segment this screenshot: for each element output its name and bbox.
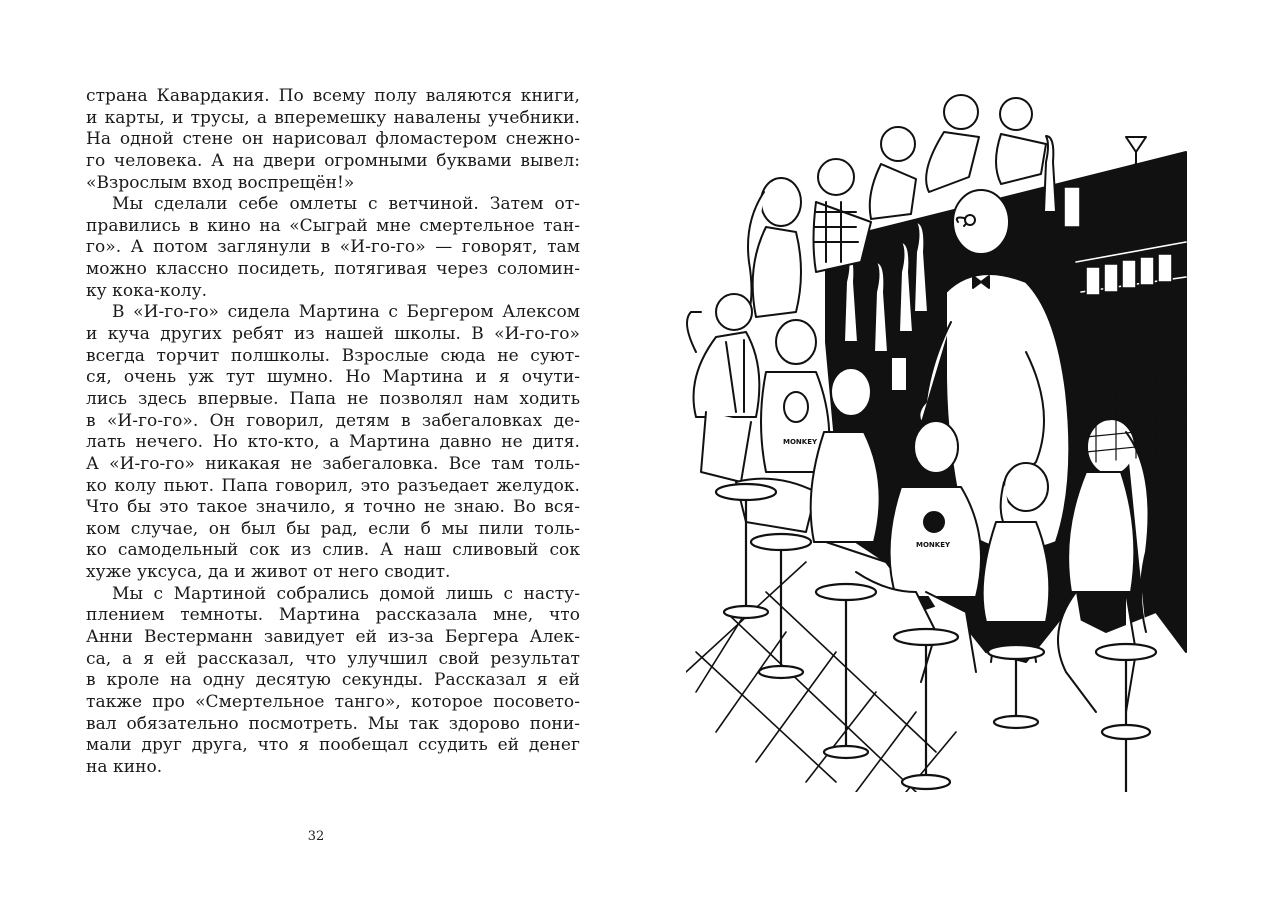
text-line: всегда торчит полшколы. Взрослые сюда не суют-	[86, 345, 580, 366]
text-line: лать нечего. Но кто-кто, а Мартина давно не дитя.	[86, 432, 580, 453]
illustration-cafe-bar	[686, 92, 1192, 792]
shirt-text-right: MONKEY	[916, 541, 951, 549]
text-line: можно классно посидеть, потягивая через соломин-	[86, 259, 580, 280]
text-line: мали друг друга, что я пообещал ссудить ей денег	[86, 735, 580, 756]
text-line: также про «Смертельное танго», которое посовето-	[86, 691, 580, 712]
text-line: в кроле на одну десятую секунды. Рассказал я ей	[86, 670, 580, 691]
text-line: вал обязательно посмотреть. Мы так здорово пони-	[86, 713, 580, 734]
boy-suspenders	[687, 294, 759, 482]
text-line: го человека. А на двери огромными буквами вывел:	[86, 150, 580, 171]
text-line: в «И-го-го». Он говорил, детям в забегаловках де-	[86, 410, 580, 431]
text-line: Что бы это такое значило, я точно не знаю. Во вся-	[86, 497, 580, 518]
text-line: ко колу пьют. Папа говорил, это разъедает желудок.	[86, 475, 580, 496]
text-line: страна Кавардакия. По всему полу валяются книги,	[86, 86, 580, 106]
text-line: ку кока-колу.	[86, 280, 208, 301]
girl-ponytail	[748, 178, 801, 317]
text-line: ко самодельный сок из слив. А наш сливовый сок	[86, 540, 580, 561]
text-line: Мы сделали себе омлеты с ветчиной. Затем от-	[112, 194, 580, 215]
text-line: на кино.	[86, 756, 163, 777]
text-line: правились в кино на «Сыграй мне смертельное тан-	[86, 215, 580, 236]
text-line: плением темноты. Мартина рассказала мне, что	[86, 605, 580, 626]
text-page	[86, 86, 580, 779]
page-number: 32	[307, 829, 325, 844]
text-line: лись здесь впервые. Папа не позволял нам ходить	[86, 388, 580, 409]
text-line: са, а я ей рассказал, что улучшил свой результат	[86, 648, 580, 669]
shirt-text-left: MONKEY	[783, 438, 818, 446]
text-line: хуже уксуса, да и живот от него сводит.	[86, 562, 451, 583]
paragraph-2	[86, 194, 580, 302]
text-line: На одной стене он нарисовал фломастером снежно-	[86, 129, 580, 150]
text-line: «Взрослым вход воспрещён!»	[86, 172, 355, 193]
paragraph-1	[86, 86, 580, 194]
text-line: Мы с Мартиной собрались домой лишь с насту-	[112, 583, 580, 604]
text-line: ся, очень уж тут шумно. Но Мартина и я очути-	[86, 367, 580, 388]
text-line: А «И-го-го» никакая не забегаловка. Все там толь-	[86, 453, 580, 474]
text-line: Анни Вестерманн завидует ей из-за Бергера Алек-	[86, 627, 580, 648]
paragraph-4	[86, 584, 580, 779]
text-line: В «И-го-го» сидела Мартина с Бергером Алексом	[112, 302, 580, 323]
text-line: ком случае, он был бы рад, если б мы пили толь-	[86, 518, 580, 539]
text-line: го». А потом заглянули в «И-го-го» — говорят, там	[86, 237, 580, 258]
text-line: и куча других ребят из нашей школы. В «И-го-го»	[86, 324, 580, 345]
text-line: и карты, и трусы, а вперемешку навалены учебники.	[86, 107, 580, 128]
illustration-drawing	[686, 92, 1192, 792]
paragraph-3	[86, 302, 580, 583]
